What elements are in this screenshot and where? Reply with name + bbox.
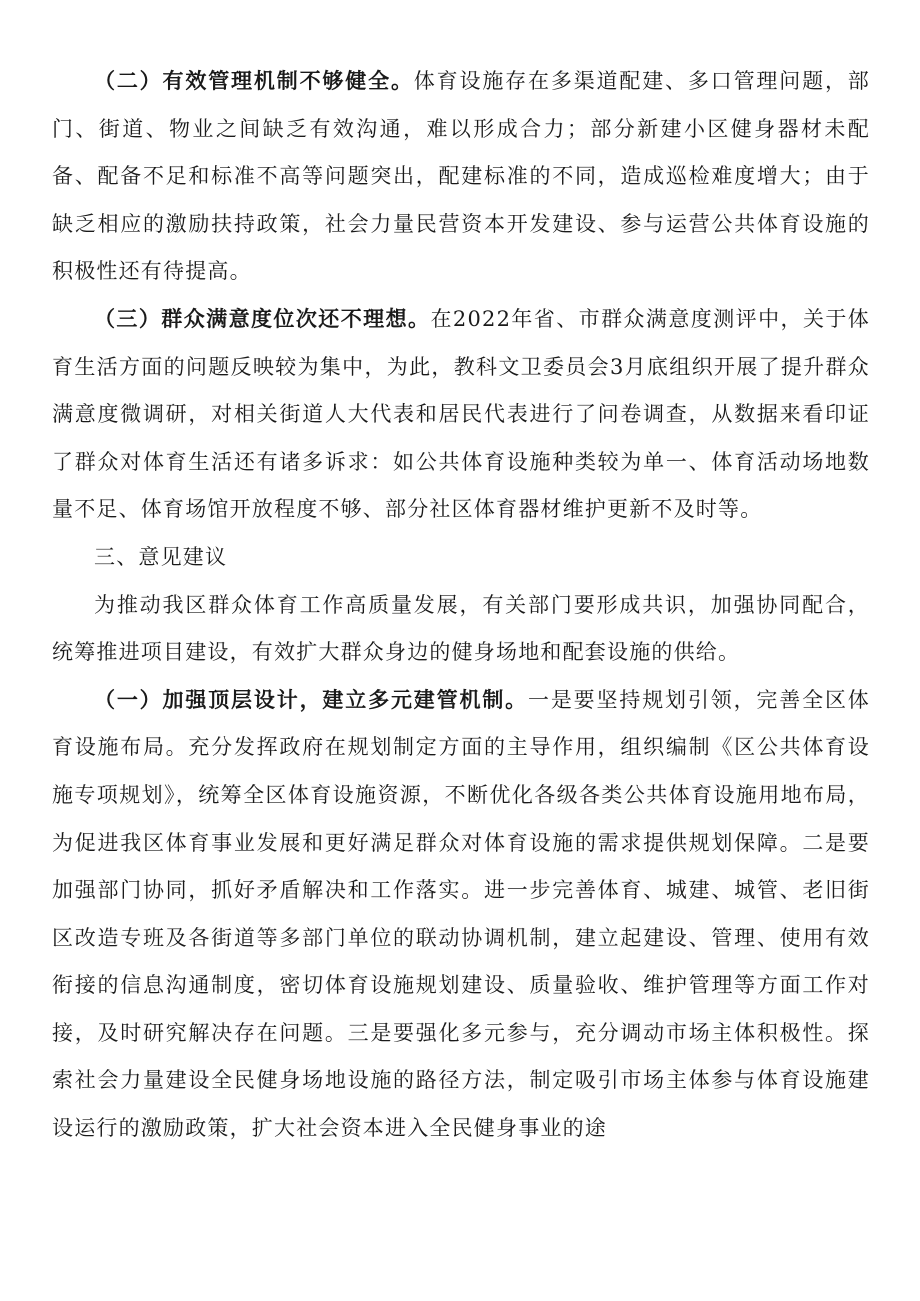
paragraph-lead: （三）群众满意度位次还不理想。 [94,306,431,331]
document-page [52,58,870,1153]
paragraph-lead: （一）加强顶层设计，建立多元建管机制。 [94,687,528,712]
paragraph-body: 在2022年省、市群众满意度测评中，关于体育生活方面的问题反映较为集中，为此，教科文卫委员会3月底组织开展了提升群众满意度微调研，对相关街道人大代表和居民代表进行了问卷调查，从数据来看印证了群众对体育生活还有诸多诉求：如公共体育设施种类较为单一、体育活动场地数量不足、体育场馆开放程度不够、部分社区体育器材维护更新不及时等。 [52,306,870,522]
paragraph-intro: 为推动我区群众体育工作高质量发展，有关部门要形成共识，加强协同配合，统筹推进项目建设，有效扩大群众身边的健身场地和配套设施的供给。 [52,592,870,665]
paragraph-body: 体育设施存在多渠道配建、多口管理问题，部门、街道、物业之间缺乏有效沟通，难以形成合力；部分新建小区健身器材未配备、配备不足和标准不高等问题突出，配建标准的不同，造成巡检难度增大；由于缺乏相应的激励扶持政策，社会力量民营资本开发建设、参与运营公共体育设施的积极性还有待提高。 [52,69,870,284]
paragraph-body: 一是要坚持规划引领，完善全区体育设施布局。充分发挥政府在规划制定方面的主导作用，组织编制《区公共体育设施专项规划》，统筹全区体育设施资源，不断优化各级各类公共体育设施用地布局，为促进我区体育事业发展和更好满足群众对体育设施的需求提供规划保障。二是要加强部门协同，抓好矛盾解决和工作落实。进一步完善体育、城建、城管、老旧街区改造专班及各街道等多部门单位的联动协调机制，建立起建设、管理、使用有效衔接的信息沟通制度，密切体育设施规划建设、质量验收、维护管理等方面工作对接，及时研究解决存在问题。三是要强化多元参与，充分调动市场主体积极性。探索社会力量建设全民健身场地设施的路径方法，制定吸引市场主体参与体育设施建设运行的激励政策，扩大社会资本进入全民健身事业的途 [52,687,870,1141]
paragraph-lead: （二）有效管理机制不够健全。 [94,69,414,93]
section-heading: 三、意见建议 [94,544,228,569]
paragraph-management-mechanism [52,58,870,296]
paragraph-top-level-design [52,677,870,1153]
paragraph-satisfaction-ranking [52,296,870,534]
